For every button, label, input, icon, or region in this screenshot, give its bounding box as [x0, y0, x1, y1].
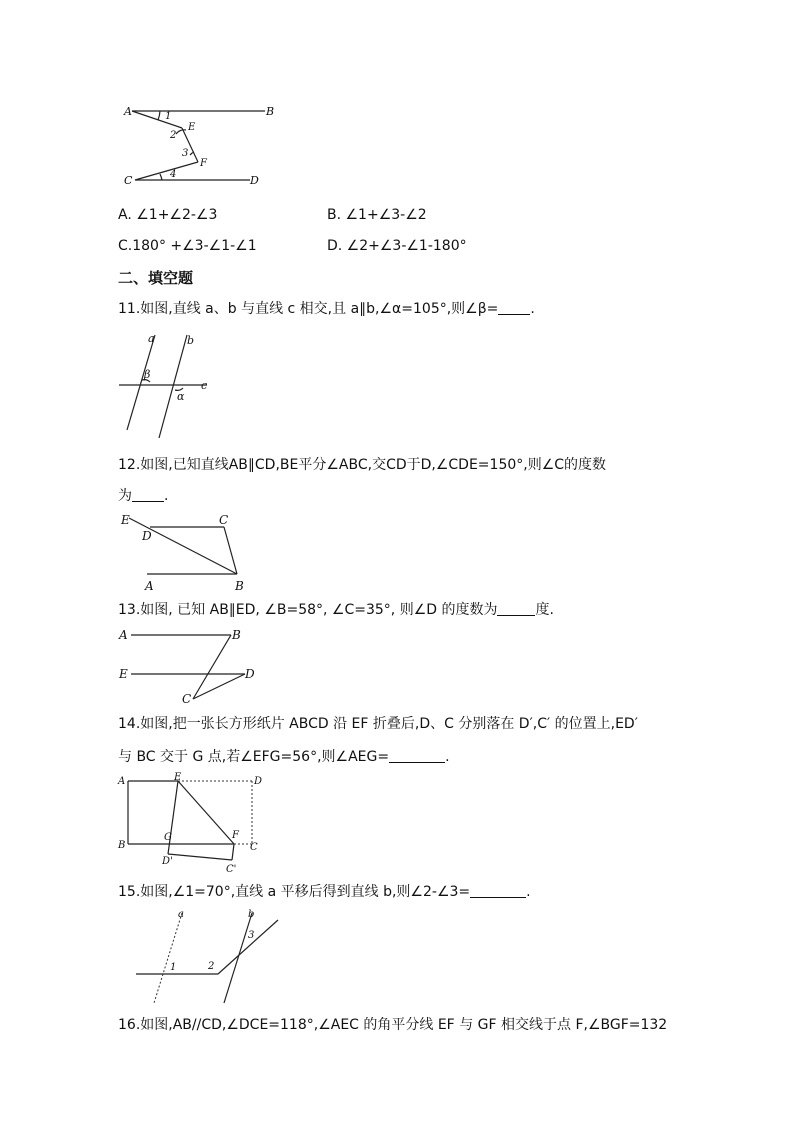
q13-text — [118, 601, 554, 619]
q13-label-D: D — [245, 667, 255, 681]
q14-figure — [116, 772, 266, 875]
q13-end: 度. — [535, 602, 554, 618]
q11-blank — [498, 300, 530, 315]
q11-stem: 11.如图,直线 a、b 与直线 c 相交,且 a∥b,∠α=105°,则∠β= — [118, 301, 499, 317]
q15-text — [118, 883, 531, 901]
q14-blank — [389, 748, 445, 763]
q12-prefix: 为 — [118, 488, 132, 504]
q12-figure — [117, 512, 247, 592]
q11-label-b: b — [187, 334, 195, 347]
q12-end: . — [164, 488, 169, 504]
q10-label-F: F — [200, 158, 207, 169]
q15-label-b: b — [248, 909, 255, 920]
q10-option-a: A. ∠1+∠2-∠3 — [118, 207, 218, 223]
section-title: 二、填空题 — [118, 269, 194, 287]
q10-label-E: E — [188, 122, 196, 133]
q15-label-a: a — [178, 909, 184, 920]
q14-label-G: G — [164, 832, 172, 843]
q10-option-b: B. ∠1+∠3-∠2 — [327, 207, 427, 223]
q10-label-A: A — [124, 105, 132, 118]
q11-label-c: c — [201, 379, 208, 392]
q14-label-C: C — [250, 842, 258, 853]
q15-label-3: 3 — [248, 930, 255, 941]
q14-line1: 14.如图,把一张长方形纸片 ABCD 沿 EF 折叠后,D、C 分别落在 D′,C′ 的位置上,ED′ — [118, 716, 638, 732]
q11-text — [118, 300, 535, 318]
q13-label-B: B — [232, 628, 241, 642]
q11-label-alpha: α — [177, 390, 185, 403]
q12-label-B: B — [235, 579, 244, 593]
q14-label-Cprime: C' — [226, 864, 237, 875]
q14-end: . — [445, 749, 450, 765]
q11-figure — [115, 330, 215, 440]
q14-stem: 与 BC 交于 G 点,若∠EFG=56°,则∠AEG= — [118, 749, 390, 765]
q15-label-1: 1 — [170, 962, 177, 973]
q16-text: 16.如图,AB//CD,∠DCE=118°,∠AEC 的角平分线 EF 与 GF 相交线于点 F,∠BGF=132 — [118, 1017, 668, 1033]
q13-stem: 13.如图, 已知 AB∥ED, ∠B=58°, ∠C=35°, 则∠D 的度数为 — [118, 602, 498, 618]
q15-label-2: 2 — [208, 961, 215, 972]
q11-label-beta: β — [144, 368, 151, 381]
q12-line2 — [118, 487, 168, 505]
q14-line2 — [118, 748, 450, 766]
q14-label-B: B — [118, 840, 126, 851]
q14-label-A: A — [118, 776, 126, 787]
q12-blank — [132, 487, 164, 502]
q12-line1: 12.如图,已知直线AB∥CD,BE平分∠ABC,交CD于D,∠CDE=150°,则∠C的度数 — [118, 457, 607, 473]
q15-stem: 15.如图,∠1=70°,直线 a 平移后得到直线 b,则∠2-∠3= — [118, 884, 471, 900]
q10-label-1: 1 — [165, 111, 172, 122]
q13-label-C: C — [182, 692, 192, 706]
q15-figure — [130, 905, 290, 1005]
q15-end: . — [526, 884, 531, 900]
q14-label-D: D — [254, 776, 263, 787]
q13-label-E: E — [119, 667, 128, 681]
q10-label-C: C — [124, 174, 133, 187]
q11-end: . — [530, 301, 535, 317]
q14-label-E: E — [174, 772, 182, 783]
q10-label-B: B — [266, 105, 275, 118]
q10-label-2: 2 — [170, 130, 177, 141]
q12-label-A: A — [145, 579, 154, 593]
q10-label-4: 4 — [170, 169, 177, 180]
q10-option-c: C.180° +∠3-∠1-∠1 — [118, 238, 257, 254]
q10-label-3: 3 — [182, 148, 189, 159]
q14-label-F: F — [232, 830, 239, 841]
q15-blank — [470, 883, 526, 898]
q13-label-A: A — [119, 628, 128, 642]
q12-label-D: D — [142, 529, 152, 543]
q10-figure — [120, 100, 280, 190]
q12-label-E: E — [121, 513, 130, 527]
q10-label-D: D — [250, 174, 259, 187]
q13-figure — [117, 627, 257, 705]
q12-label-C: C — [219, 513, 229, 527]
q11-label-a: a — [148, 332, 155, 345]
q13-blank — [497, 601, 535, 616]
q10-option-d: D. ∠2+∠3-∠1-180° — [327, 238, 467, 254]
q14-label-Dprime: D' — [162, 856, 173, 867]
